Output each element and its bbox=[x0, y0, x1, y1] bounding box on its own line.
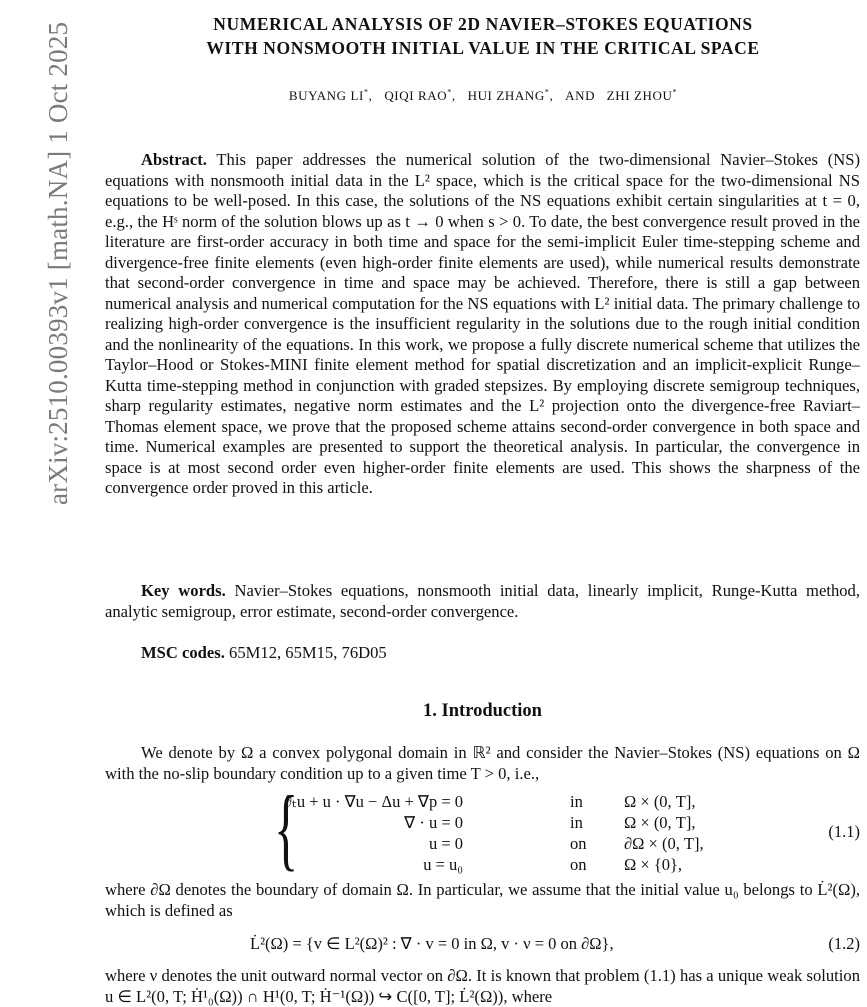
equation-row: u = 0 on ∂Ω × (0, T], bbox=[428, 834, 704, 853]
msc-text: 65M12, 65M15, 76D05 bbox=[229, 643, 387, 662]
equation-number: (1.1) bbox=[828, 822, 860, 841]
equation-number: (1.2) bbox=[828, 934, 860, 953]
equation-row: ∂ₜu + u · ∇u − Δu + ∇p = 0 in Ω × (0, T], bbox=[283, 792, 696, 811]
msc-codes bbox=[105, 643, 860, 664]
keywords-text: Navier–Stokes equations, nonsmooth initial data, linearly implicit, Runge-Kutta method, analytic semigroup, error estimate, second-order convergence. bbox=[105, 581, 860, 621]
author-name: AND ZHI ZHOU* bbox=[565, 88, 678, 104]
author-name: BUYANG LI*, bbox=[288, 88, 373, 104]
equation-row: ∇ · u = 0 in Ω × (0, T], bbox=[404, 813, 696, 832]
author-name: HUI ZHANG*, bbox=[467, 88, 554, 104]
arxiv-identifier: arXiv:2510.00393v1 [math.NA] 1 Oct 2025 bbox=[43, 21, 73, 505]
section-title: 1. Introduction bbox=[423, 701, 542, 721]
title-line-1: NUMERICAL ANALYSIS OF 2D NAVIER–STOKES EQUATIONS bbox=[213, 14, 753, 34]
equation-system bbox=[274, 777, 867, 879]
equation-row: u = u₀ on Ω × {0}, bbox=[423, 855, 683, 874]
keywords bbox=[105, 581, 860, 622]
title-line-2: WITH NONSMOOTH INITIAL VALUE IN THE CRITICAL SPACE bbox=[206, 38, 760, 58]
author-name: QIQI RAO*, bbox=[384, 88, 456, 104]
paper-title bbox=[120, 12, 846, 60]
intro-paragraph: where ∂Ω denotes the boundary of domain Ω. In particular, we assume that the initial value u₀ belongs to L̇²(Ω), which is defined as bbox=[105, 880, 860, 920]
abstract bbox=[105, 150, 860, 499]
intro-paragraph: We denote by Ω a convex polygonal domain in ℝ² and consider the Navier–Stokes (NS) equations on Ω with the no-slip boundary condition up to a given time T > 0, i.e., bbox=[105, 743, 860, 783]
abstract-text: This paper addresses the numerical solution of the two-dimensional Navier–Stokes (NS) equations with nonsmooth initial data in the L² space, which is the critical space for the two-dimensional NS equations to be well-posed. In this case, the solutions of the NS equations exhibit certain singularities at t = 0, e.g., the Hˢ norm of the solution blows up as t → 0 when s > 0. To date, the best convergence result proved in the literature are first-order accuracy in both time and space for the semi-implicit Euler time-stepping scheme and divergence-free finite elements (even high-order finite elements are used), while numerical results demonstrate that second-order convergence in time and space may be achieved. Therefore, there is still a gap between numerical analysis and numerical computation for the NS equations with L² initial data. The primary challenge to realizing high-order convergence is the insufficient regularity in the solutions due to the rough initial condition and the nonlinearity of the equations. In this work, we propose a fully discrete numerical scheme that utilizes the Taylor–Hood or Stokes-MINI finite element method for spatial discretization and an implicit-explicit Runge–Kutta time-stepping method in conjunction with graded stepsizes. By employing discrete semigroup techniques, sharp regularity estimates, negative norm estimates and the L² projection onto the divergence-free Raviart–Thomas element space, we prove that the proposed scheme attains second-order convergence in both space and time. Numerical examples are presented to support the theoretical analysis. In particular, the convergence in space is at most second order even higher-order finite elements are used. This shows the sharpness of the convergence order proved in this article. bbox=[105, 150, 860, 497]
abstract-label: Abstract. bbox=[141, 150, 207, 169]
left-brace: { bbox=[274, 777, 299, 879]
msc-label: MSC codes. bbox=[141, 643, 225, 662]
keywords-label: Key words. bbox=[141, 581, 226, 600]
intro-paragraph: where ν denotes the unit outward normal vector on ∂Ω. It is known that problem (1.1) has a unique weak solution u ∈ L²(0, T; Ḣ¹₀(Ω)) ∩ H¹(0, T; Ḣ⁻¹(Ω)) ↪ C([0, T]; L̇²(Ω)), where bbox=[105, 966, 860, 1006]
paper-page: arXiv:2510.00393v1 [math.NA] 1 Oct 2025 NUMERICAL ANALYSIS OF 2D NAVIER–STOKES EQUATIONS WITH NONSMOOTH INITIAL VALUE IN THE CRITICAL SPACE BUYANG LI*, QIQI RAO*, HUI ZHANG*, AND ZHI ZHOU* Abstract. This paper addresses the numerical solution of the two-dimensional Navier–Stokes (NS) equations with nonsmooth initial data in the L² space, which is the critical space for the two-dimensional NS equations to be well-posed. In this case, the solutions of the NS equations exhibit certain singularities at t = 0, e.g., the Hˢ norm of the solution blows up as t → 0 when s > 0. To date, the best convergence result proved in the literature are first-order accuracy in both time and space for the semi-implicit Euler time-stepping scheme and divergence-free finite elements (even high-order finite elements are used), while numerical results demonstrate that second-order convergence in time and space may be achieved. Therefore, there is still a gap between numerical analysis and numerical computation for the NS equations with L² initial data. The primary challenge to realizing high-order convergence is the insufficient regularity in the solutions due to the rough initial condition and the nonlinearity of the equations. In this work, we propose a fully discrete numerical scheme that utilizes the Taylor–Hood or Stokes-MINI finite element method for spatial discretization and an implicit-explicit Runge–Kutta time-stepping method in conjunction with graded stepsizes. By employing discrete semigroup techniques, sharp regularity estimates, negative norm estimates and the L² projection onto the divergence-free Raviart–Thomas element space, we prove that the proposed scheme attains second-order convergence in both space and time. Numerical examples are presented to support the theoretical analysis. In particular, the convergence in space is at most second order even higher-order finite elements are used. This shows the sharpness of the convergence order proved in this article. Key words. Navier–Stokes equations, nonsmooth initial data, linearly implicit, Runge-Kutta method, analytic semigroup, error estimate, second-order convergence. MSC codes. 65M12, 65M15, 76D05 1. Introduction We denote by Ω a convex polygonal domain in ℝ² and consider the Navier–Stokes (NS) equations on Ω with the no-slip boundary condition up to a given time T > 0, i.e., { ∂ₜu + u · ∇u − Δu + ∇p = 0 in Ω × (0, T], ∇ · u = 0 in Ω × (0, T], u = 0 on ∂Ω × (0, T], u = u₀ on Ω × {0}, (1.1) where ∂Ω denotes the boundary of domain Ω. In particular, we assume that the initial value u₀ belongs to L̇²(Ω), which is defined as L̇²(Ω) = {v ∈ L²(Ω)² : ∇ · v = 0 in Ω, v · ν = 0 on ∂Ω}, (1.2) where ν denotes the unit outward normal vector on ∂Ω. It is known that problem (1.1) has a unique weak solution u ∈ L²(0, T; Ḣ¹₀(Ω)) ∩ H¹(0, T; Ḣ⁻¹(Ω)) ↪ C([0, T]; L̇²(Ω)), where bbox=[0, 0, 867, 1000]
arxiv-stamp bbox=[10, 0, 73, 1000]
author-list bbox=[120, 88, 846, 104]
